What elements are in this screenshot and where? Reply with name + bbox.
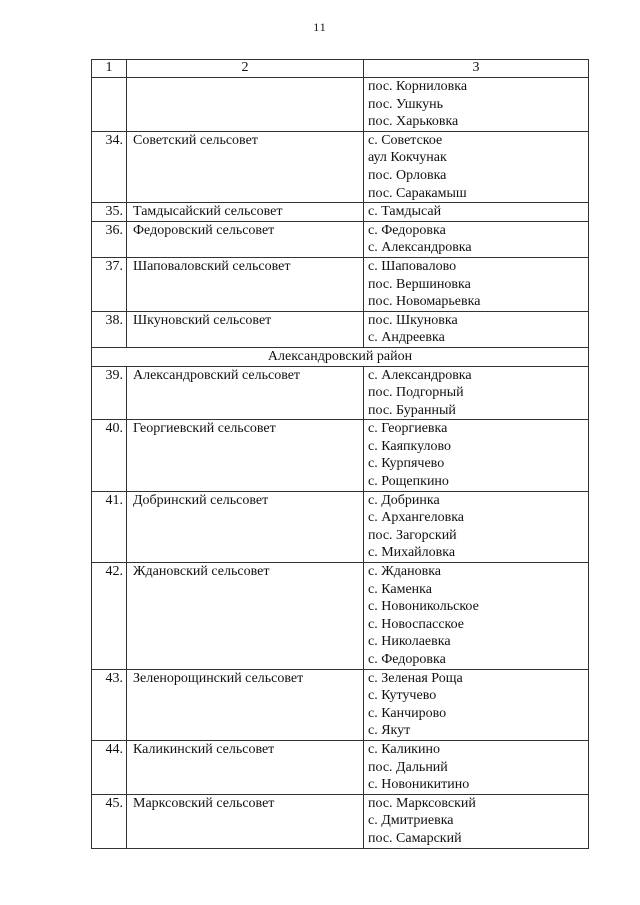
council-name: Зеленорощинский сельсовет — [127, 669, 364, 740]
settlements-cell — [364, 563, 589, 670]
settlement-name: пос. Орловка — [368, 167, 447, 183]
settlement-name: с. Федоровка — [368, 222, 446, 238]
table-row — [92, 131, 589, 202]
settlement-name: пос. Шкуновка — [368, 312, 458, 328]
table-row — [92, 563, 589, 670]
row-number: 42. — [92, 563, 127, 670]
settlement-name: с. Каликино — [368, 741, 440, 757]
table-row — [92, 794, 589, 848]
header-col-council: 2 — [127, 60, 364, 78]
row-number: 44. — [92, 740, 127, 794]
settlements-cell — [364, 221, 589, 257]
table-row — [92, 203, 589, 222]
settlement-name: пос. Саракамыш — [368, 185, 467, 201]
district-row — [92, 347, 589, 366]
table-row — [92, 491, 589, 562]
settlement-name: с. Дмитриевка — [368, 813, 454, 829]
row-number: 35. — [92, 203, 127, 222]
settlements-table — [91, 59, 589, 849]
row-number: 45. — [92, 794, 127, 848]
header-col-number: 1 — [92, 60, 127, 78]
header-row — [92, 60, 589, 78]
council-name: Тамдысайский сельсовет — [127, 203, 364, 222]
settlement-name: с. Новоникитино — [368, 777, 470, 793]
settlement-name: с. Каяпкулово — [368, 438, 452, 454]
settlement-name: пос. Буранный — [368, 402, 456, 418]
settlement-name: с. Андреевка — [368, 330, 445, 346]
settlement-name: с. Александровка — [368, 240, 472, 256]
settlement-name: с. Новоникольское — [368, 599, 479, 615]
settlements-cell — [364, 420, 589, 491]
council-name — [127, 78, 364, 132]
settlement-name: с. Александровка — [368, 367, 472, 383]
settlement-name: аул Кокчунак — [368, 150, 447, 166]
table-row — [92, 221, 589, 257]
settlement-name: с. Николаевка — [368, 634, 451, 650]
settlement-name: с. Кутучево — [368, 688, 437, 704]
settlement-name: пос. Корниловка — [368, 79, 468, 94]
district-title: Александровский район — [92, 347, 589, 366]
settlement-name: с. Курпячево — [368, 456, 445, 472]
settlement-name: пос. Самарский — [368, 830, 462, 846]
settlement-name: пос. Марксовский — [368, 795, 476, 811]
row-number: 38. — [92, 311, 127, 347]
row-number: 41. — [92, 491, 127, 562]
settlement-name: с. Новоспасское — [368, 616, 465, 632]
council-name: Александровский сельсовет — [127, 366, 364, 420]
council-name: Марксовский сельсовет — [127, 794, 364, 848]
settlements-cell — [364, 491, 589, 562]
council-name: Георгиевский сельсовет — [127, 420, 364, 491]
row-number: 34. — [92, 131, 127, 202]
settlement-name: с. Якут — [368, 723, 411, 739]
settlement-name: с. Каменка — [368, 581, 432, 597]
row-number: 39. — [92, 366, 127, 420]
header-col-settlements: 3 — [364, 60, 589, 78]
council-name: Советский сельсовет — [127, 131, 364, 202]
council-name: Шкуновский сельсовет — [127, 311, 364, 347]
row-number — [92, 78, 127, 132]
settlements-cell — [364, 78, 589, 132]
settlement-name: с. Тамдысай — [368, 204, 442, 220]
table-row — [92, 420, 589, 491]
table-row — [92, 366, 589, 420]
settlements-cell — [364, 203, 589, 222]
settlement-name: с. Архангеловка — [368, 510, 465, 526]
settlement-name: с. Канчирово — [368, 705, 447, 721]
table-header — [92, 60, 589, 78]
settlement-name: пос. Загорский — [368, 527, 457, 543]
council-name: Шаповаловский сельсовет — [127, 257, 364, 311]
settlement-name: с. Михайловка — [368, 545, 456, 561]
table-row — [92, 78, 589, 132]
settlement-name: с. Георгиевка — [368, 421, 448, 437]
table-body — [92, 78, 589, 849]
settlement-name: пос. Дальний — [368, 759, 448, 775]
settlement-name: с. Ждановка — [368, 564, 442, 580]
row-number: 43. — [92, 669, 127, 740]
settlement-name: с. Рощепкино — [368, 474, 449, 490]
row-number: 37. — [92, 257, 127, 311]
council-name: Каликинский сельсовет — [127, 740, 364, 794]
settlements-cell — [364, 669, 589, 740]
settlements-cell — [364, 794, 589, 848]
settlements-cell — [364, 740, 589, 794]
settlement-name: пос. Вершиновка — [368, 276, 471, 292]
settlement-name: пос. Новомарьевка — [368, 294, 481, 310]
settlements-cell — [364, 366, 589, 420]
settlement-name: с. Добринка — [368, 492, 440, 508]
table-row — [92, 311, 589, 347]
table-row — [92, 669, 589, 740]
council-name: Ждановский сельсовет — [127, 563, 364, 670]
settlement-name: с. Шаповалово — [368, 258, 457, 274]
settlement-name: пос. Харьковка — [368, 114, 459, 130]
settlement-name: с. Зеленая Роща — [368, 670, 463, 686]
settlement-name: пос. Ушкунь — [368, 96, 443, 112]
page-number: 11 — [313, 20, 327, 34]
table-row — [92, 257, 589, 311]
table-row — [92, 740, 589, 794]
council-name: Добринский сельсовет — [127, 491, 364, 562]
council-name: Федоровский сельсовет — [127, 221, 364, 257]
settlement-name: пос. Подгорный — [368, 385, 464, 401]
row-number: 40. — [92, 420, 127, 491]
settlements-cell — [364, 311, 589, 347]
settlement-name: с. Федоровка — [368, 652, 446, 667]
settlement-name: с. Советское — [368, 132, 443, 148]
settlements-cell — [364, 257, 589, 311]
settlements-cell — [364, 131, 589, 202]
row-number: 36. — [92, 221, 127, 257]
